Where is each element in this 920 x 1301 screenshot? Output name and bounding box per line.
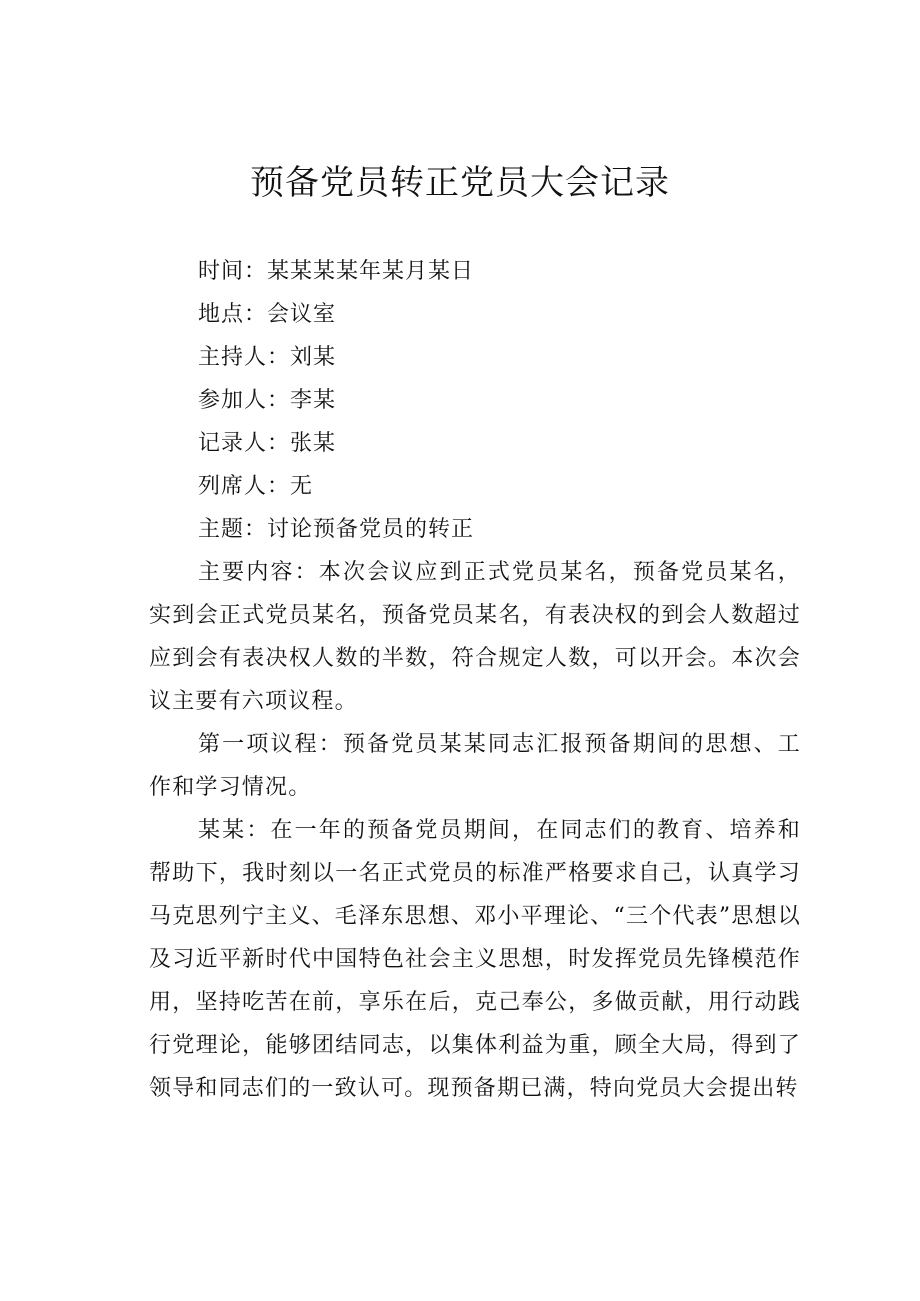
meeting-location: 地点：会议室 bbox=[198, 302, 337, 327]
paragraph-agenda-item-1: 第一项议程：预备党员某某同志汇报预备期间的思想、工作和学习情况。 bbox=[149, 732, 801, 800]
paragraph-main-content: 主要内容：本次会议应到正式党员某名，预备党员某名，实到会正式党员某名，预备党员某名，有表决权的到会人数超过应到会有表决权人数的半数，符合规定人数，可以开会。本次会议主要有六项议程。 bbox=[149, 560, 801, 714]
meeting-host: 主持人：刘某 bbox=[198, 345, 337, 370]
meeting-info bbox=[198, 250, 818, 551]
meeting-participants: 参加人：李某 bbox=[198, 388, 337, 413]
document-body bbox=[149, 551, 801, 1110]
meeting-observers: 列席人：无 bbox=[198, 474, 314, 499]
meeting-time: 时间：某某某某年某月某日 bbox=[198, 259, 475, 284]
meeting-recorder: 记录人：张某 bbox=[198, 431, 337, 456]
document-title: 预备党员转正党员大会记录 bbox=[250, 163, 670, 203]
meeting-topic: 主题：讨论预备党员的转正 bbox=[198, 517, 475, 542]
paragraph-speech: 某某：在一年的预备党员期间，在同志们的教育、培养和帮助下，我时刻以一名正式党员的标准严格要求自己，认真学习马克思列宁主义、毛泽东思想、邓小平理论、“三个代表”思想以及习近平新时代中国特色社会主义思想，时发挥党员先锋模范作用，坚持吃苦在前，享乐在后，克己奉公，多做贡献，用行动践行党理论，能够团结同志，以集体利益为重，顾全大局，得到了领导和同志们的一致认可。现预备期已满，特向党员大会提出转 bbox=[149, 818, 801, 1101]
